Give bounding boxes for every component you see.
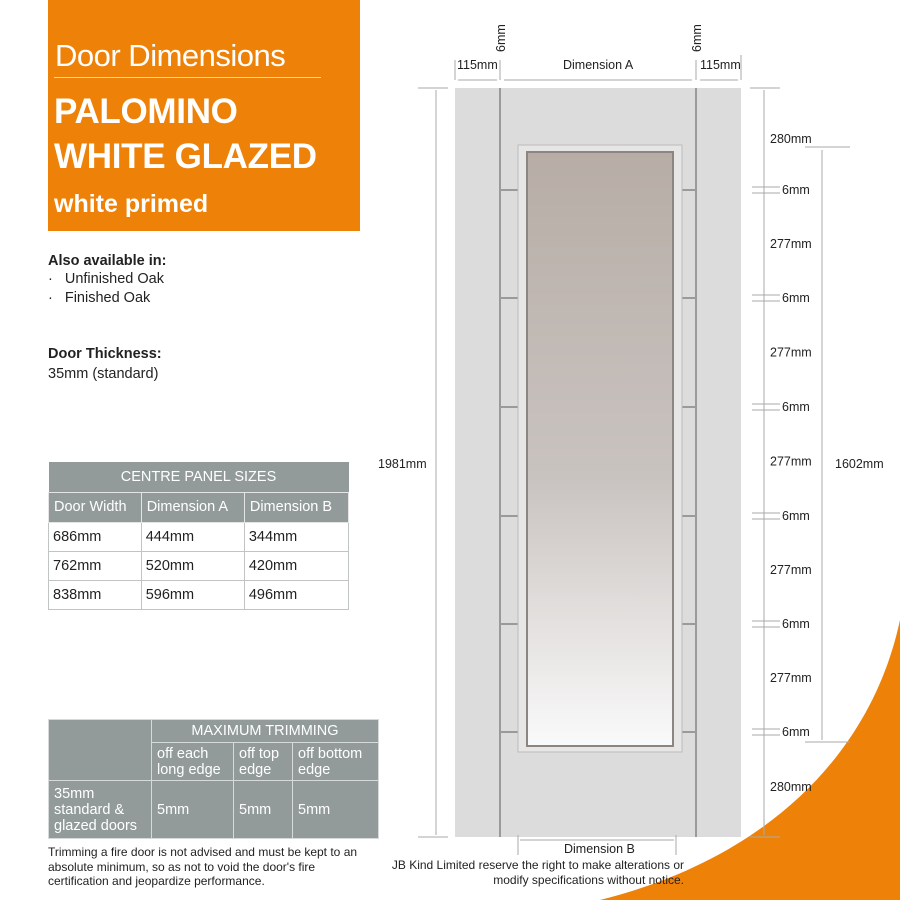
thickness-heading: Door Thickness: xyxy=(48,346,162,362)
title-banner xyxy=(48,0,360,231)
right-dimension-label: 277mm xyxy=(770,345,812,360)
right-dimension-label: 280mm xyxy=(770,780,812,794)
right-dimension-label: 6mm xyxy=(782,617,810,631)
table-row: 686mm 444mm 344mm xyxy=(49,522,349,551)
centre-panel-table: CENTRE PANEL SIZES Door Width Dimension A Dimension B 686mm 444mm 344mm 762mm 520mm 420mm 838mm 596mm 496mm xyxy=(48,462,349,610)
dimension-b-label: Dimension B xyxy=(564,842,635,856)
table-row: 35mm standard & glazed doors 5mm 5mm 5mm xyxy=(49,781,379,839)
thickness-value: 35mm (standard) xyxy=(48,366,159,382)
thickness-section xyxy=(48,346,162,382)
table-title: MAXIMUM TRIMMING xyxy=(152,720,379,743)
groove-left-label: 6mm xyxy=(494,24,508,52)
table-row: 762mm 520mm 420mm xyxy=(49,551,349,580)
right-dimension-label: 277mm xyxy=(770,237,812,251)
trimming-table: MAXIMUM TRIMMING off each long edge off top edge off bottom edge 35mm standard & glazed doors 5mm 5mm 5mm xyxy=(48,719,379,839)
product-title-line1: PALOMINO xyxy=(54,92,238,131)
divider xyxy=(54,77,321,78)
list-item: · Finished Oak xyxy=(48,290,151,306)
right-dimension-label: 6mm xyxy=(782,291,810,305)
fire-door-note: Trimming a fire door is not advised and must be kept to an absolute minimum, so as not to void the door's fire certification and jeopardize performance. xyxy=(48,845,358,888)
disclaimer: JB Kind Limited reserve the right to make alterations or modify specifications without notice. xyxy=(391,858,684,887)
right-dimension-label: 6mm xyxy=(782,725,810,739)
product-title-line2: WHITE GLAZED xyxy=(54,137,317,176)
table-row: 838mm 596mm 496mm xyxy=(49,580,349,609)
dimension-a-label: Dimension A xyxy=(563,58,634,72)
groove-right-label: 6mm xyxy=(690,24,704,52)
subtitle: Door Dimensions xyxy=(55,38,286,73)
stile-left-label: 115mm xyxy=(457,58,498,72)
glass-height-label: 1602mm xyxy=(835,457,884,471)
right-dimension-label: 277mm xyxy=(770,454,812,469)
available-section xyxy=(48,253,166,308)
stile-right-label: 115mm xyxy=(700,58,741,72)
right-dimension-label: 277mm xyxy=(770,671,812,685)
finish-label: white primed xyxy=(54,190,209,218)
table-title: CENTRE PANEL SIZES xyxy=(49,462,349,492)
right-dimension-label: 6mm xyxy=(782,183,810,197)
door-height-label: 1981mm xyxy=(378,457,427,471)
glass-panel xyxy=(527,152,673,746)
right-dimension-label: 280mm xyxy=(770,132,812,146)
list-item: · Unfinished Oak xyxy=(48,271,164,287)
right-dimension-label: 6mm xyxy=(782,400,810,414)
available-heading: Also available in: xyxy=(48,253,167,269)
right-dimension-label: 6mm xyxy=(782,509,810,523)
right-dimension-label: 277mm xyxy=(770,563,812,577)
